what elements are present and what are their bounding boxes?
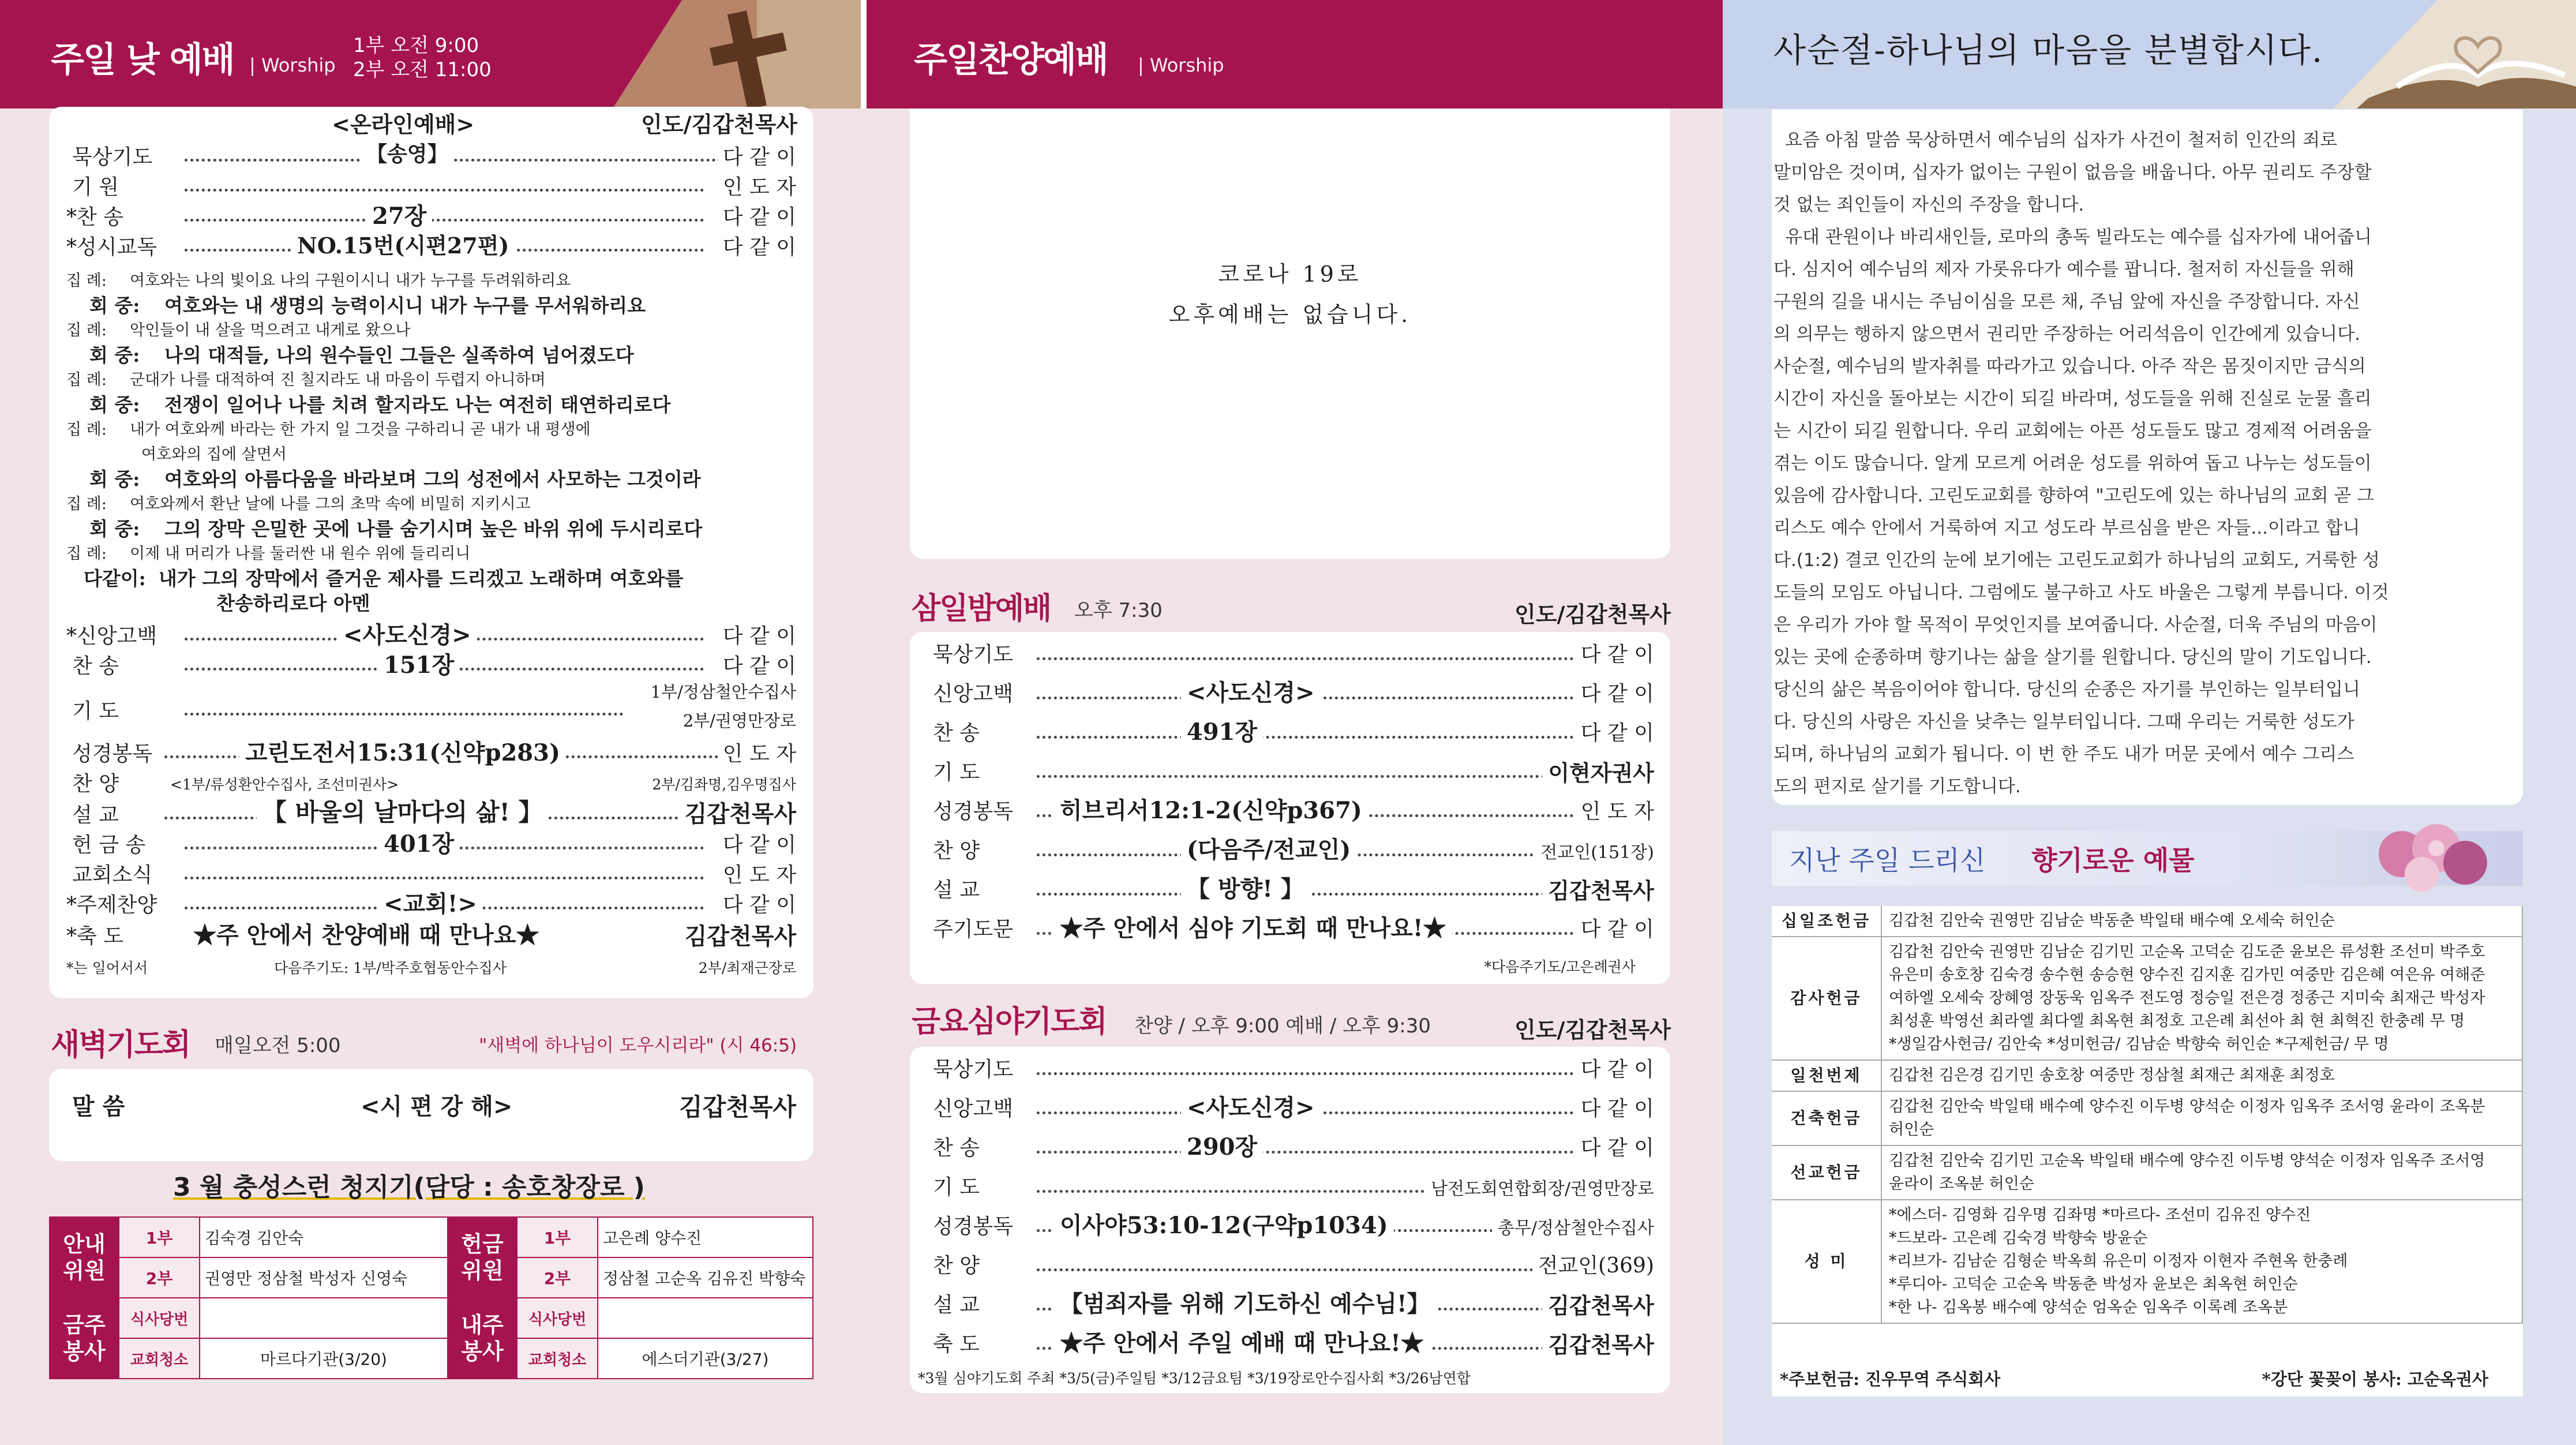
next-week-service-label: 내주 봉사 [448, 1298, 517, 1379]
prayer-2: 2부/권영만장로 [683, 711, 796, 731]
offering-names-line: 김갑천 김은경 김기민 송호창 여중만 정삼철 최재근 최재훈 최정호 [1889, 1066, 2335, 1084]
order-item: 【 방향! 】 [1181, 878, 1310, 901]
part-label: 2부 [119, 1257, 200, 1298]
order-label: 신앙고백 [933, 1097, 1014, 1121]
online-label: <온라인예배> [332, 111, 475, 137]
reading-text: 이제 내 머리가 나를 둘러싼 내 원수 위에 들리리니 [130, 545, 471, 563]
next-prayer: *다음주기도/고은례권사 [1484, 959, 1636, 975]
order-label: 헌 금 송 [72, 833, 146, 857]
dawn-item: <시 편 강 해> [361, 1093, 513, 1120]
offering-names [1881, 1060, 2522, 1091]
essay-line: 다.(1:2) 결코 인간의 눈에 보기에는 고린도교회가 하나님의 교회도, 거룩한 성 [1773, 550, 2380, 571]
offering-banner [1772, 831, 2523, 886]
order-role: 김갑천목사 [1542, 1295, 1654, 1317]
offering-row [1772, 1200, 2522, 1323]
reading-speaker: 집 례: [66, 272, 107, 290]
essay-line: 것 없는 죄인들이 자신의 주장을 합니다. [1773, 194, 2084, 215]
order-role: 김갑천목사 [1542, 1334, 1654, 1356]
notice-line-1: 코로나 19로 [1218, 261, 1362, 287]
offering-type: 일천번제 [1772, 1060, 1881, 1091]
flower-bouquet-icon [2367, 819, 2500, 894]
offering-type: 선교헌금 [1772, 1145, 1881, 1200]
order-label: 찬 양 [72, 772, 119, 796]
essay-line: 구원의 길을 내시는 주님이심을 모른 채, 주님 앞에 자신을 주장합니다. 자신 [1773, 291, 2360, 312]
reading-line [66, 493, 531, 518]
dot-leader [1037, 1072, 1614, 1075]
offering-names-line: 김갑천 김안숙 권영만 김남순 박동춘 박일태 배수예 오세숙 허인순 [1889, 912, 2335, 930]
prayer-1: 1부/정삼철안수집사 [650, 682, 796, 702]
order-role: 남전도회연합회장/권영만장로 [1425, 1181, 1654, 1198]
order-label: 찬 양 [933, 839, 980, 863]
essay-line: 요즘 아침 말씀 묵상하면서 예수님의 십자가 사건이 철저히 인간의 죄로 [1785, 130, 2338, 151]
offering-names [1881, 937, 2522, 1060]
cross-photo-icon [613, 0, 861, 108]
essay-line: 리스도 예수 안에서 거룩하여 지고 성도라 부르심을 받은 자들...이라고 합니 [1773, 518, 2360, 538]
order-item: (다음주/전교인) [1181, 838, 1356, 862]
order-role: 다 같 이 [1575, 645, 1654, 665]
reading-line [66, 592, 370, 619]
order-role: 다 같 이 [718, 895, 796, 916]
order-item: <사도신경> [338, 624, 477, 647]
order-label: *성시교독 [66, 235, 158, 259]
dot-leader [185, 159, 762, 162]
reading-line [66, 269, 571, 294]
wednesday-title: 삼일밤예배 [912, 592, 1051, 626]
order-item: 290장 [1181, 1136, 1263, 1159]
offering-names-line: *리브가- 김남순 김형순 박옥희 유은미 이정자 이현자 주현옥 한충례 [1889, 1252, 2348, 1270]
order-label: 교회소식 [72, 863, 153, 887]
order-label: *찬 송 [66, 205, 123, 229]
order-item: ★주 안에서 찬양예배 때 만나요★ [193, 922, 539, 949]
order-role: 다 같 이 [718, 147, 796, 168]
friday-footnote: *3월 심야기도회 주최 *3/5(금)주일팀 *3/12금요팀 *3/19장로안수집사회 *3/26남연합 [918, 1370, 1471, 1387]
order-label: 찬 양 [933, 1254, 980, 1278]
offering-names [1881, 1200, 2522, 1323]
preacher: 김갑천목사 [679, 1093, 796, 1121]
order-item: 고린도전서15:31(신약p283) [239, 742, 566, 765]
reading-text: 여호와께서 환난 날에 나를 그의 초막 속에 비밀히 지키시고 [130, 495, 531, 513]
offering-names-line: *루디아- 고덕순 고순옥 박동춘 박성자 윤보은 최옥현 허인순 [1889, 1275, 2298, 1293]
order-label: *축 도 [66, 924, 123, 948]
guide-names: 김숙경 김안숙 [200, 1217, 448, 1257]
order-role: 전교인(151장) [1535, 844, 1654, 862]
order-role: 인 도 자 [718, 865, 796, 886]
dot-leader [1037, 1151, 1614, 1154]
dot-leader [185, 219, 704, 222]
order-role: 인 도 자 [718, 744, 796, 765]
task-value [200, 1298, 448, 1338]
order-role: 2부/김좌명,김우명집사 [652, 776, 796, 793]
bulletin-sponsor: *주보헌금: 진우무역 주식회사 [1780, 1369, 2001, 1389]
reading-speaker: 집 례: [66, 545, 107, 563]
essay-line: 도의 편지로 살기를 기도합니다. [1773, 776, 2021, 797]
dot-leader [1037, 736, 1614, 739]
essay-title: 사순절-하나님의 마음을 분별합시다. [1773, 31, 2324, 70]
order-label: 기 도 [933, 1176, 980, 1199]
order-role: 김갑천목사 [1542, 880, 1654, 902]
dot-leader [1037, 775, 1614, 778]
order-role: 다 같 이 [1575, 1138, 1654, 1159]
essay-line: 겪는 이도 많습니다. 알게 모르게 어려운 성도를 위하여 돕고 나누는 성도들이 [1773, 453, 2372, 474]
essay-line: 사순절, 예수님의 발자취를 따라가고 있습니다. 아주 작은 몸짓이지만 금식의 [1773, 356, 2366, 377]
wednesday-time: 오후 7:30 [1074, 599, 1163, 622]
reading-text: 전쟁이 일어나 나를 치려 할지라도 나는 여전히 태연하리로다 [164, 394, 671, 416]
order-role: 이현자권사 [1542, 762, 1654, 784]
sunday-morning-header [0, 0, 861, 108]
offering-row [1772, 906, 2522, 937]
task-label: 교회청소 [119, 1338, 200, 1379]
part-label: 1부 [119, 1217, 200, 1257]
order-label: 성경봉독 [933, 800, 1014, 823]
leader: 인도/김갑천목사 [641, 111, 797, 137]
header-subtitle: | Worship [249, 54, 336, 76]
order-role: 다 같 이 [718, 626, 796, 647]
essay-line: 시간이 자신을 돌아보는 시간이 되길 바라며, 성도들을 위해 진실로 눈물 흘리 [1773, 388, 2372, 409]
reading-speaker: 회 중: [89, 468, 140, 491]
essay-line: 는 시간이 되길 원합니다. 우리 교회에는 아픈 성도들도 많고 경제적 어려움을 [1773, 421, 2372, 441]
offering-names-line: 김갑천 김안숙 권영만 김남순 김기민 고순옥 고덕순 김도준 윤보은 류성환 조선미 박주호 [1889, 943, 2485, 961]
order-label: *주제찬양 [66, 893, 158, 917]
dawn-box [49, 1069, 813, 1161]
offering-row [1772, 1145, 2522, 1200]
task-label: 식사당번 [517, 1298, 598, 1338]
dot-leader [1037, 657, 1614, 660]
offering-title-a: 지난 주일 드리신 [1789, 845, 1986, 876]
header-subtitle: | Worship [1138, 54, 1224, 76]
offering-names-line: 김갑천 김안숙 박일태 배수예 양수진 이두병 양석순 이정자 임옥주 조서영 윤라이 조옥분 [1889, 1098, 2485, 1115]
order-role: 다 같 이 [718, 835, 796, 856]
offering-names: 정삼철 고순옥 김유진 박향숙 [598, 1257, 813, 1298]
reading-line [66, 369, 546, 394]
reading-line [66, 294, 646, 321]
offering-names-line: 최성훈 박영선 최라엘 최다엘 최옥현 최정호 고은례 최선아 최 현 최혁진 한충례 무 명 [1889, 1012, 2465, 1030]
order-item: <1부/류성환안수집사, 조선미권사> [170, 776, 399, 793]
order-label: 묵상기도 [933, 1058, 1014, 1081]
evening-services-panel [861, 0, 1723, 1445]
reading-line [66, 567, 683, 594]
preacher: 김갑천목사 [684, 923, 796, 950]
essay-line: 은 우리가 가야 할 목적이 무엇인지를 보여줍니다. 사순절, 더욱 주님의 마음이 [1773, 615, 2378, 635]
dot-leader [1037, 1111, 1614, 1114]
offering-names-line: *드보라- 고은례 김숙경 박향숙 방윤순 [1889, 1229, 2148, 1247]
order-role: 다 같 이 [718, 207, 796, 228]
essay-line: 도들의 모임도 아닙니다. 그럼에도 불구하고 사도 바울은 그렇게 부릅니다. 이것 [1773, 582, 2389, 603]
order-role: 다 같 이 [1575, 723, 1654, 744]
order-role: 인 도 자 [718, 177, 796, 198]
order-label: 주기도문 [933, 918, 1014, 941]
praise-worship-header [861, 0, 1723, 108]
wednesday-box [910, 632, 1670, 984]
open-book-icon [2334, 0, 2576, 108]
offering-names-line: 윤라이 조옥분 허인순 [1889, 1175, 2034, 1193]
essay-line: 되며, 하나님의 교회가 됩니다. 이 번 한 주도 내가 머문 곳에서 예수 그리스 [1773, 744, 2354, 765]
offering-names-line: 유은미 송호창 김숙경 송수현 송승현 양수진 김지훈 김가민 여중만 김은혜 여은유 여해준 [1889, 966, 2485, 984]
reading-line [66, 394, 670, 420]
duty-title: 3 월 충성스런 청지기(담당 : 송호창장로 ) [173, 1173, 645, 1202]
order-label: 기 도 [72, 699, 119, 723]
order-label: 신앙고백 [933, 682, 1014, 706]
friday-time: 찬양 / 오후 9:00 예배 / 오후 9:30 [1134, 1015, 1431, 1038]
essay-line: 다. 심지어 예수님의 제자 가롯유다가 예수를 팝니다. 철저히 자신들을 위해 [1773, 259, 2354, 280]
order-role: 다 같 이 [1575, 1099, 1654, 1120]
order-item: 【범죄자를 위해 기도하신 예수님!】 [1054, 1293, 1436, 1316]
reading-text: 그의 장막 은밀한 곳에 나를 숨기시며 높은 바위 위에 두시리로다 [164, 518, 703, 540]
order-label: 성경봉독 [933, 1215, 1014, 1238]
reading-text: 군대가 나를 대적하여 진 칠지라도 내 마음이 두렵지 아니하며 [130, 371, 546, 389]
order-item: <교회!> [378, 893, 483, 916]
order-label: 기 도 [933, 761, 980, 784]
reading-speaker: 집 례: [66, 421, 107, 439]
dawn-title: 새벽기도회 [51, 1028, 190, 1062]
reading-speaker: 회 중: [89, 294, 140, 317]
service-time-2: 2부 오전 11:00 [353, 58, 492, 81]
order-label: 설 교 [933, 1293, 980, 1317]
dawn-label: 말 씀 [72, 1093, 125, 1120]
footnote: *는 일어서서 [66, 960, 148, 976]
order-item: 히브리서12:1-2(신약p367) [1054, 799, 1368, 822]
part-label: 2부 [517, 1257, 598, 1298]
essay-line: 당신의 삶은 복음이어야 합니다. 당신의 순종은 자기를 부인하는 일부터입니 [1773, 679, 2361, 700]
order-label: 묵상기도 [933, 643, 1014, 667]
order-label: 기 원 [72, 175, 119, 199]
task-value: 마르다기관(3/20) [200, 1338, 448, 1379]
order-label: 찬 송 [72, 654, 119, 678]
duty-table [49, 1216, 813, 1379]
reading-text: 나의 대적들, 나의 원수들인 그들은 실족하여 넘어졌도다 [164, 344, 634, 366]
message-offering-panel [1723, 0, 2576, 1445]
reading-speaker: 다같이: [84, 567, 146, 590]
offering-type: 성 미 [1772, 1200, 1881, 1323]
dot-leader [1037, 697, 1614, 699]
flower-volunteer: *강단 꽃꽂이 봉사: 고순옥권사 [2262, 1369, 2488, 1389]
reading-line [66, 319, 410, 344]
offering-title-b: 향기로운 예물 [2031, 845, 2195, 876]
order-role: 다 같 이 [718, 237, 796, 258]
worship-order-box [49, 107, 813, 998]
dot-leader [1037, 893, 1614, 896]
order-item: 491장 [1181, 721, 1263, 744]
order-role: 인 도 자 [1575, 802, 1654, 822]
order-role: 전교인(369) [1532, 1256, 1654, 1276]
essay-line: 의 의무는 행하지 않으면서 권리만 주장하는 어리석음이 인간에게 있습니다. [1773, 324, 2361, 345]
offering-names [1881, 1091, 2522, 1145]
order-role: 다 같 이 [1575, 1060, 1654, 1080]
reading-line [66, 443, 287, 468]
essay-line: 있는 곳에 순종하며 향기나는 삶을 살기를 원합니다. 당신의 말이 기도입니다. [1773, 647, 2372, 668]
order-label: 설 교 [933, 878, 980, 902]
order-item: 151장 [378, 654, 460, 677]
service-time-1: 1부 오전 9:00 [353, 34, 479, 57]
reading-speaker: 회 중: [89, 518, 140, 540]
order-item: 【송영】 [361, 144, 454, 164]
header-title: 주일찬양예배 [914, 40, 1108, 80]
reading-line [66, 468, 701, 495]
leader: 인도/김갑천목사 [1514, 1017, 1671, 1043]
order-item: NO.15번(시편27편) [291, 235, 515, 257]
order-label: 묵상기도 [72, 145, 153, 169]
order-item: ★주 안에서 주일 예배 때 만나요!★ [1054, 1332, 1430, 1355]
offering-committee-label: 헌금 위원 [448, 1217, 517, 1298]
next-prayer: 다음주기도: 1부/박주호협동안수집사 [274, 960, 507, 976]
dawn-time: 매일오전 5:00 [215, 1034, 341, 1057]
task-value [598, 1298, 813, 1338]
sermon-title: 【 바울의 날마다의 삶! 】 [257, 800, 549, 825]
dot-leader [185, 189, 704, 192]
preacher: 김갑천목사 [680, 803, 796, 826]
offering-type: 감사헌금 [1772, 937, 1881, 1060]
this-week-service-label: 금주 봉사 [50, 1298, 119, 1379]
task-label: 교회청소 [517, 1338, 598, 1379]
essay-line: 있음에 감사합니다. 고린도교회를 향하여 "고린도에 있는 하나님의 교회 곧 그 [1773, 485, 2375, 506]
reading-line [66, 418, 591, 443]
friday-box [910, 1047, 1670, 1393]
dawn-verse: "새벽에 하나님이 도우시리라" (시 46:5) [479, 1035, 797, 1056]
offering-row [1772, 1091, 2522, 1145]
offering-names-line: *한 나- 김옥봉 배수예 양석순 엄옥순 임옥주 이록례 조옥분 [1889, 1298, 2288, 1316]
offering-table [1772, 906, 2523, 1324]
order-label: 찬 송 [933, 1136, 980, 1160]
offering-type: 건축헌금 [1772, 1091, 1881, 1145]
reading-text: 찬송하리로다 아멘 [216, 592, 370, 615]
notice-box [910, 108, 1670, 559]
offering-names-line: 여하엘 오세숙 장혜영 장동욱 임옥주 전도영 정승일 전은경 정종근 지미숙 최재근 박성자 [1889, 989, 2485, 1007]
reading-line [66, 518, 702, 544]
offering-names [1881, 1145, 2522, 1200]
leader: 인도/김갑천목사 [1514, 601, 1671, 627]
task-label: 식사당번 [119, 1298, 200, 1338]
offering-names-line: 김갑천 김안숙 김기민 고순옥 박일태 배수예 양수진 이두병 양석순 이정자 임옥주 조서영 [1889, 1152, 2485, 1170]
guide-names: 권영만 정삼철 박성자 신영숙 [200, 1257, 448, 1298]
offering-names-line: *생일감사헌금/ 김안숙 *성미헌금/ 김남순 박향숙 허인순 *구제헌금/ 무 명 [1889, 1035, 2389, 1053]
divider [861, 0, 867, 108]
offering-names-line: 허인순 [1889, 1121, 1934, 1139]
order-role: 총무/정삼철안수집사 [1492, 1220, 1654, 1237]
order-label: 성경봉독 [72, 742, 153, 766]
reading-text: 여호와의 집에 살면서 [141, 446, 287, 463]
offering-names-line: *에스더- 김영화 김우명 김좌명 *마르다- 조선미 김유진 양수진 [1889, 1206, 2311, 1224]
reading-text: 여호와는 나의 빛이요 나의 구원이시니 내가 누구를 두려워하리요 [130, 272, 571, 290]
offering-names [1881, 906, 2522, 937]
order-item: 이사야53:10-12(구약p1034) [1054, 1214, 1394, 1237]
reading-line [66, 542, 470, 567]
essay-body [1773, 124, 2518, 803]
order-item: 401장 [378, 833, 460, 856]
offering-list-box [1772, 906, 2523, 1397]
dot-leader [1037, 1268, 1614, 1271]
reading-text: 악인들이 내 살을 먹으려고 내게로 왔으나 [130, 321, 411, 339]
reading-text: 여호와의 아름다움을 바라보며 그의 성전에서 사모하는 그것이라 [164, 468, 701, 491]
order-item: 27장 [366, 205, 432, 228]
sunday-morning-panel [0, 0, 861, 1445]
order-role: 다 같 이 [1575, 684, 1654, 705]
order-label: 축 도 [933, 1332, 980, 1356]
dot-leader [185, 713, 623, 716]
order-item: ★주 안에서 심야 기도회 때 만나요!★ [1054, 917, 1452, 940]
task-value: 에스더기관(3/27) [598, 1338, 813, 1379]
reading-text: 내가 그의 장막에서 즐거운 제사를 드리겠고 노래하며 여호와를 [159, 567, 684, 590]
order-item: <사도신경> [1181, 1096, 1321, 1120]
dot-leader [185, 877, 704, 879]
reading-text: 여호와는 내 생명의 능력이시니 내가 누구를 무서워하리요 [164, 294, 646, 317]
reading-line [66, 344, 634, 370]
reading-speaker: 집 례: [66, 495, 107, 513]
order-item: <사도신경> [1181, 682, 1321, 705]
reading-text: 내가 여호와께 바라는 한 가지 일 그것을 구하리니 곧 내가 내 평생에 [130, 421, 591, 439]
offering-row [1772, 937, 2522, 1060]
offering-names: 고은례 양수진 [598, 1217, 813, 1257]
essay-line: 다. 당신의 사랑은 자신을 낮추는 일부터입니다. 그때 우리는 거룩한 성도가 [1773, 712, 2354, 732]
guide-label: 안내 위원 [50, 1217, 119, 1298]
reading-speaker: 집 례: [66, 371, 107, 389]
order-role: 다 같 이 [718, 656, 796, 677]
notice-line-2: 오후예배는 없습니다. [1168, 302, 1412, 327]
order-label: 찬 송 [933, 721, 980, 745]
reading-speaker: 회 중: [89, 394, 140, 416]
order-label: *신앙고백 [66, 624, 158, 648]
offering-type: 십일조헌금 [1772, 906, 1881, 937]
essay-line: 유대 관원이나 바리새인들, 로마의 총독 빌라도는 예수를 십자가에 내어줍니 [1785, 227, 2372, 248]
offering-row [1772, 1060, 2522, 1091]
reading-speaker: 집 례: [66, 321, 107, 339]
essay-header [1723, 0, 2576, 108]
part-label: 1부 [517, 1217, 598, 1257]
header-title: 주일 낮 예배 [51, 40, 234, 80]
order-role: 다 같 이 [1575, 919, 1654, 940]
next-prayer-2: 2부/최재근장로 [698, 960, 796, 976]
essay-line: 말미암은 것이며, 십자가 없이는 구원이 없음을 배웁니다. 아무 권리도 주장할 [1773, 162, 2372, 183]
friday-title: 금요심야기도회 [912, 1005, 1107, 1039]
order-label: 설 교 [72, 803, 119, 827]
reading-speaker: 회 중: [89, 344, 140, 366]
